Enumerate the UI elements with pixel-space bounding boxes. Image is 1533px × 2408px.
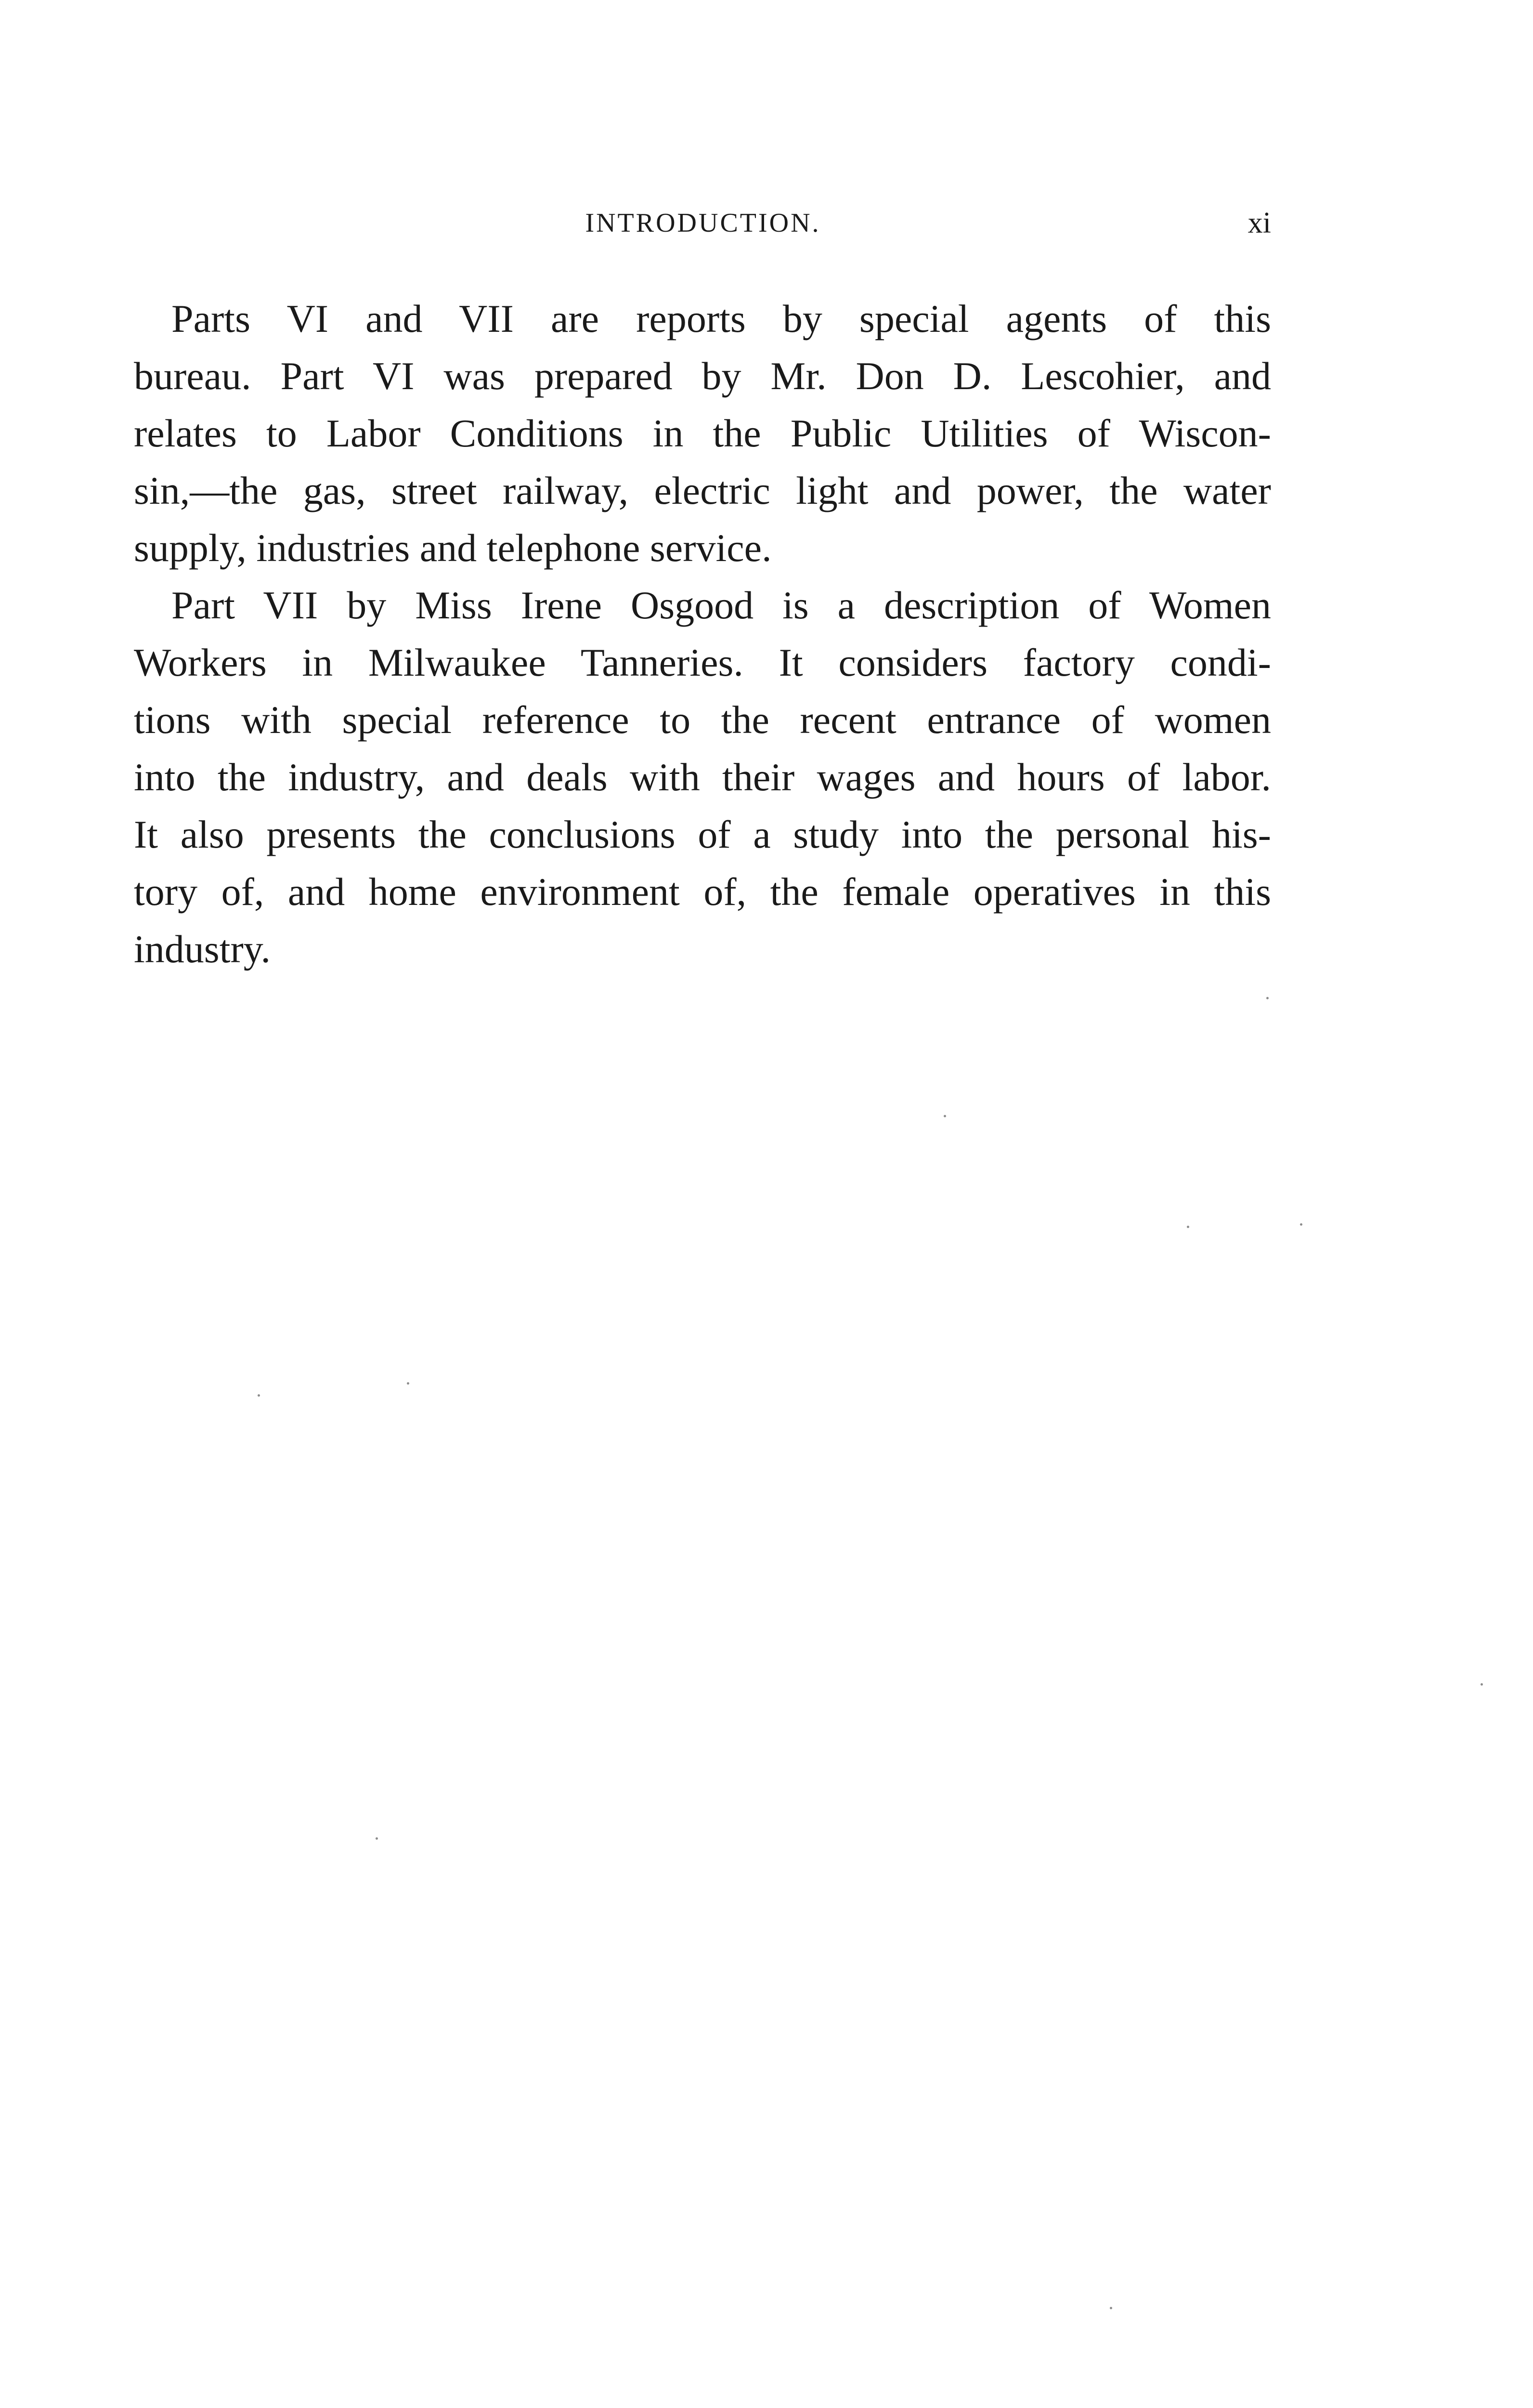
text-line: tory of, and home environment of, the female operatives in this [134, 870, 1271, 914]
text-line: into the industry, and deals with their wages and hours of labor. [134, 755, 1271, 799]
paper-speck [1110, 2307, 1112, 2309]
text-line: Parts VI and VII are reports by special agents of this [171, 297, 1271, 340]
paper-speck [1266, 997, 1269, 999]
running-head [135, 201, 1271, 245]
text-line: tions with special reference to the recent entrance of women [134, 698, 1271, 742]
paragraph-part-vii [134, 576, 1271, 978]
page-number: xi [1247, 207, 1271, 239]
text-line: sin,—the gas, street railway, electric light and power, the water [134, 469, 1271, 512]
running-title: INTRODUCTION. [585, 208, 821, 238]
paper-speck [944, 1115, 946, 1117]
paper-speck [1481, 1683, 1483, 1686]
text-line: bureau. Part VI was prepared by Mr. Don D. Lescohier, and [134, 354, 1271, 398]
text-line: It also presents the conclusions of a study into the personal his- [134, 812, 1271, 856]
text-line: Workers in Milwaukee Tanneries. It considers factory condi- [134, 641, 1271, 684]
text-line: industry. [134, 927, 271, 971]
paper-speck [1300, 1223, 1302, 1226]
paper-speck [258, 1394, 260, 1397]
body-text [134, 290, 1271, 978]
paper-speck [376, 1837, 378, 1840]
paper-speck [1187, 1226, 1189, 1228]
paper-speck [407, 1382, 409, 1385]
text-line: supply, industries and telephone service. [134, 526, 772, 570]
text-line: relates to Labor Conditions in the Public Utilities of Wiscon- [134, 411, 1271, 455]
text-line: Part VII by Miss Irene Osgood is a description of Women [171, 583, 1271, 627]
paragraph-parts-vi-vii [134, 290, 1271, 576]
